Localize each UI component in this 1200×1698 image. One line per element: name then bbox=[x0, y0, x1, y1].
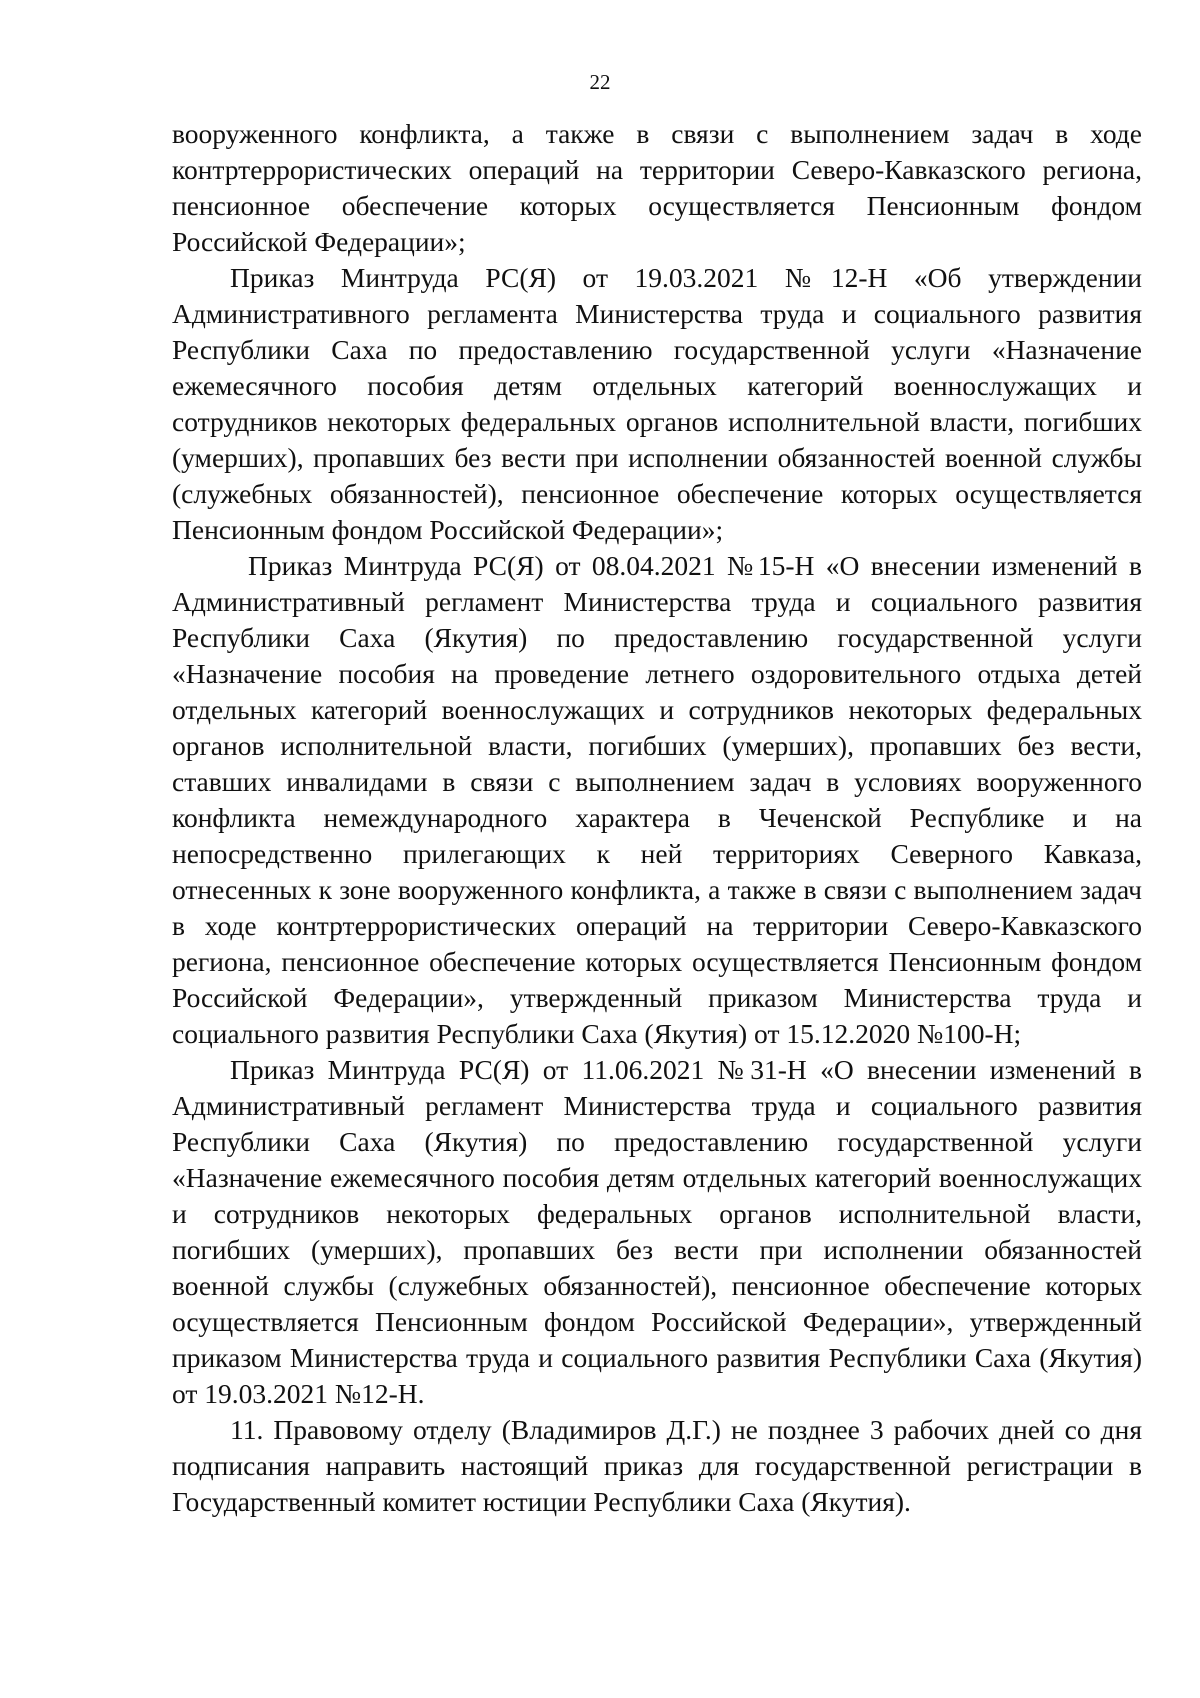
page-number: 22 bbox=[589, 70, 611, 94]
paragraph-order-15n: Приказ Минтруда РС(Я) от 08.04.2021 №15-Н «О внесении изменений в Административный регламент Министерства труда и социального развития Республики Саха (Якутия) по предоставлению государственной услуги «Назначение пособия на проведение летнего оздоровительного отдыха детей отдельных категорий военнослужащих и сотрудников некоторых федеральных органов исполнительной власти, погибших (умерших), пропавших без вести, ставших инвалидами в связи с выполнением задач в условиях вооруженного конфликта немеждународного характера в Чеченской Республике и на непосредственно прилегающих к ней территориях Северного Кавказа, отнесенных к зоне вооруженного конфликта, а также в связи с выполнением задач в ходе контртеррористических операций на территории Северо-Кавказского региона, пенсионное обеспечение которых осуществляется Пенсионным фондом Российской Федерации», утвержденный приказом Министерства труда и социального развития Республики Саха (Якутия) от 15.12.2020 №100-Н; bbox=[172, 550, 1142, 1049]
paragraph-item-11: 11. Правовому отделу (Владимиров Д.Г.) не позднее 3 рабочих дней со дня подписания направить настоящий приказ для государственной регистрации в Государственный комитет юстиции Республики Саха (Якутия). bbox=[172, 1414, 1142, 1517]
paragraph-continuation: вооруженного конфликта, а также в связи с выполнением задач в ходе контртеррористических операций на территории Северо-Кавказского региона, пенсионное обеспечение которых осуществляется Пенсионным фондом Российской Федерации»; bbox=[172, 118, 1142, 257]
paragraph-order-12n: Приказ Минтруда РС(Я) от 19.03.2021 №12-Н «Об утверждении Административного регламента Министерства труда и социального развития Республики Саха по предоставлению государственной услуги «Назначение ежемесячного пособия детям отдельных категорий военнослужащих и сотрудников некоторых федеральных органов исполнительной власти, погибших (умерших), пропавших без вести при исполнении обязанностей военной службы (служебных обязанностей), пенсионное обеспечение которых осуществляется Пенсионным фондом Российской Федерации»; bbox=[172, 262, 1142, 545]
document-body bbox=[172, 116, 1142, 1520]
paragraph-order-31n: Приказ Минтруда РС(Я) от 11.06.2021 №31-Н «О внесении изменений в Административный регламент Министерства труда и социального развития Республики Саха (Якутия) по предоставлению государственной услуги «Назначение ежемесячного пособия детям отдельных категорий военнослужащих и сотрудников некоторых федеральных органов исполнительной власти, погибших (умерших), пропавших без вести при исполнении обязанностей военной службы (служебных обязанностей), пенсионное обеспечение которых осуществляется Пенсионным фондом Российской Федерации», утвержденный приказом Министерства труда и социального развития Республики Саха (Якутия) от 19.03.2021 №12-Н. bbox=[172, 1054, 1142, 1409]
